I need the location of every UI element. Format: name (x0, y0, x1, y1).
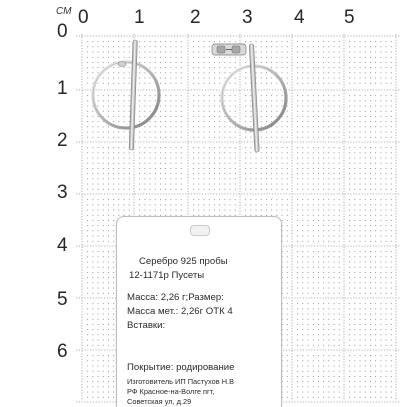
ruler-side-0: 0 (57, 21, 68, 42)
ruler-side-2: 2 (57, 130, 68, 151)
ruler-top-2: 2 (190, 7, 201, 28)
left-earring-post (118, 62, 126, 67)
tag-metal-weight: Масса мет.: 2,26г ОТК 4 (127, 306, 233, 317)
left-earring-bar (129, 40, 137, 150)
ruler-top-0: 0 (78, 7, 89, 28)
ruler-top-4: 4 (294, 7, 305, 28)
tag-weight: Масса: 2,26 г;Размер: (127, 292, 224, 303)
ruler-top-3: 3 (242, 7, 253, 28)
ruler-side-1: 1 (57, 78, 68, 99)
ruler-side-3: 3 (57, 182, 68, 203)
right-earring-bar (249, 44, 259, 152)
ruler-top-5: 5 (344, 7, 355, 28)
ruler-side-4: 4 (57, 235, 68, 256)
price-tag (116, 216, 282, 407)
ruler-side-6: 6 (57, 341, 68, 362)
tag-address-1: РФ Красное-на-Волге пгт, (127, 387, 215, 396)
tag-manufacturer: Изготовитель ИП Пастухов Н.В (127, 377, 235, 386)
tag-coating: Покрытие: родирование (127, 362, 235, 373)
ruler-unit-label: СМ (56, 6, 72, 17)
tag-hole (190, 225, 210, 236)
tag-address-2: Советская ул, д.29 (127, 397, 192, 406)
right-earring (212, 44, 286, 152)
left-earring-ring (93, 62, 159, 128)
right-earring-butterfly-back (212, 44, 246, 55)
tag-metal: Серебро 925 пробы (139, 256, 228, 267)
ruler-side-5: 5 (57, 289, 68, 310)
ruler-top-1: 1 (134, 7, 145, 28)
tag-article: 12-1171р Пусеты (129, 270, 205, 281)
left-earring (93, 40, 159, 150)
tag-inserts: Вставки: (127, 320, 166, 331)
